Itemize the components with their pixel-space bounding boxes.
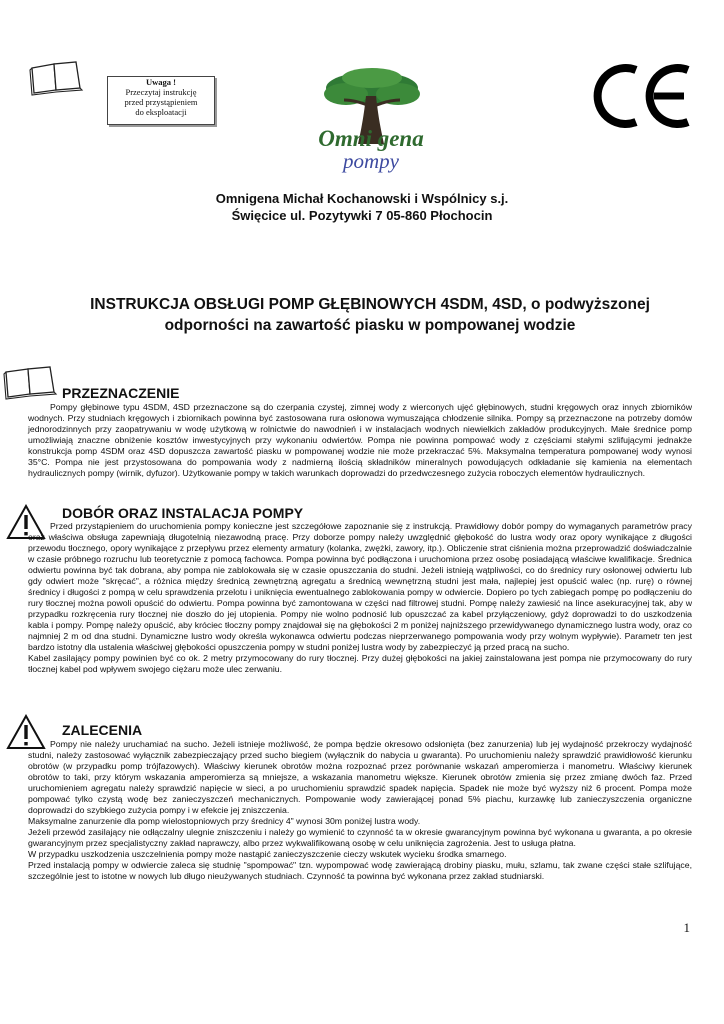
company-name: Omnigena Michał Kochanowski i Wspólnicy s.j. xyxy=(215,191,509,206)
notice-line: do eksploatacji xyxy=(135,107,187,117)
doc-title-line1: INSTRUKCJA OBSŁUGI POMP GŁĘBINOWYCH 4SDM, 4SD, o podwyższonej xyxy=(90,296,650,313)
logo-brand: Omni gena xyxy=(318,126,424,151)
section-heading-przeznaczenie: PRZEZNACZENIE xyxy=(62,385,180,401)
paragraph: Pompy nie należy uruchamiać na sucho. Jeżeli istnieje możliwość, że pompa będzie okresowo odsłonięta (bez zanurzenia) lub jej wydajność przekroczy wydajność studni, należy zastosować wyłącznik zabezpieczający przed sucho biegiem (wyłącznik do nabycia u gwaranta). Po uruchomieniu należy sprawdzić prawidłowość kierunku obrotów (w przypadku pomp trójfazowych). Właściwy kierunek obrotów można rozpoznać przez porównanie wskazań amperomierza i manometru. Właściwy kierunek obrotów to taki, przy którym wskazania amperomierza są mniejsze, a wskazania manometru większe. Kierunek obrotów zmienia się przez zmianę dwóch faz. Przed uruchomieniem agregatu należy sprawdzić napięcie w sieci, a po uruchomieniu sprawdzić spadek napięcia. Spadek nie może być wyższy niż 6 procent. Pompa może pompować tylko czystą wodę bez zanieczyszczeń mechanicznych. Pompowanie wody zawierającej ponad 5% piachu, kurzawkę lub zanieczyszczenia organiczne doprowadzi do szybkiego zużycia pompy i w efekcie jej zniszczenia. xyxy=(28,739,692,815)
paragraph: Pompy głębinowe typu 4SDM, 4SD przeznaczone są do czerpania czystej, zimnej wody z wierconych ujęć głębinowych, studni kręgowych oraz innych zbiorników wodnych. Przy studniach kręgowych i zbiornikach powinna być zastosowana rura osłonowa wymuszająca chłodzenie silnika. Pompy są przeznaczone na potrzeby domów jednorodzinnych przy zaopatrywaniu w wodę użytkową w rolnictwie do nawodnień i w instalacjach wodnych niewielkich zakładów produkcyjnych. Małe średnice pomp umożliwiają znaczne obniżenie kosztów inwestycyjnych przy wykonaniu odwiertów. Pompa nie powinna pompować wody z częściami stałymi szlifującymi jednakże konstrukcja pomp 4SDM oraz 4SD dopuszcza zawartość piasku w pompowanej wodzie nie może przekraczać 5%. Maksymalna temperatura pompowanej wody wynosi 35°C. Pompa nie jest przystosowana do pompowania wody z nadmierną ilością składników mineralnych powodujących odkładanie się kamienia na elementach hydraulicznych pompy (wirnik, dyfuzor). Użytkowanie pompy w takich warunkach doprowadzi do przedwczesnego zużycia roboczych elementów hydraulicznych. xyxy=(28,402,692,478)
paragraph: Maksymalne zanurzenie dla pomp wielostopniowych przy średnicy 4" wynosi 30m poniżej lustra wody. xyxy=(28,816,421,826)
paragraph: Kabel zasilający pompy powinien być co ok. 2 metry przymocowany do rury tłocznej. Przy dużej głębokości na jakiej zainstalowana jest pompa nie przymocowany do rury tłocznej kabel pod wpływem swojego ciężaru może ulec zerwaniu. xyxy=(28,653,692,674)
section-heading-zalecenia: ZALECENIA xyxy=(62,722,143,738)
notice-line: przed przystąpieniem xyxy=(124,97,198,107)
notice-title: Uwaga ! xyxy=(146,77,176,87)
read-manual-notice xyxy=(107,76,215,125)
paragraph: Przed instalacją pompy w odwiercie zaleca się studnię "spompować" tzn. wypompować wodę zawierającą drobiny piasku, mułu, szlamu, tak zwane części stałe szlifujące, szczególnie jest to istotne w nowych lub długo nieużywanych studniach. Czynność ta powinna być wykonana przez zakład studniarski. xyxy=(28,860,692,881)
open-book-icon xyxy=(28,60,84,96)
open-book-icon xyxy=(2,366,58,400)
section-body-przeznaczenie xyxy=(28,402,692,479)
page-number: 1 xyxy=(683,920,690,935)
notice-line: Przeczytaj instrukcję xyxy=(125,87,197,97)
paragraph: Jeżeli przewód zasilający nie odłączalny ulegnie zniszczeniu i należy go wymienić to czynność ta w okresie gwarancyjnym powinna być wykonana u gwaranta, a po okresie gwarancyjnym przez specjalistyczny zakład naprawczy, albo przez wykwalifikowaną osobę w celu uniknięcia zagrożenia. Jest to usługa płatna. xyxy=(28,827,692,848)
ce-mark-icon xyxy=(592,62,694,130)
company-address: Święcice ul. Pozytywki 7 05-860 Płochocin xyxy=(231,208,493,223)
logo-sub: pompy xyxy=(343,149,399,173)
section-body-dobor xyxy=(28,521,692,675)
section-heading-dobor: DOBÓR ORAZ INSTALACJA POMPY xyxy=(62,505,304,521)
doc-title-line2: odporności na zawartość piasku w pompowanej wodzie xyxy=(164,317,576,334)
section-body-zalecenia xyxy=(28,739,692,882)
paragraph: Przed przystąpieniem do uruchomienia pompy konieczne jest szczegółowe zapoznanie się z instrukcją. Prawidłowy dobór pompy do wymaganych parametrów pracy oraz właściwa obsługa zapewniają długotelnią niezawodną pracę. Przy doborze pompy należy uwzględnić głębokość do lustra wody oraz opory wynikające z długości przewodu tłocznego, opory wynikające z przepływu przez elementy armatury (kolanka, zwężki, zawory, itp.). Obliczenie strat ciśnienia można przeprowadzić doświadczalnie w czasie próbnego rozruchu lub teoretycznie z pomocą fachowca. Pompa powinna być podłączona i uruchomiona przez osobę posiadającą właściwe kwalifikacje. Średnica odwiertu powinna być tak dobrana, aby pompa nie zablokowała się w czasie opuszczania do studni. Jeżeli istnieją wątpliwości, co do średnicy rury osłonowej odwiertu lub gdy odwiert może "skręcać", a różnica między średnicą zewnętrzną agregatu a średnicą wewnętrzną studni jest mała, najlepiej jest opuścić walec (np. rurę) o równej średnicy i długości z pompą w celu sprawdzenia przelotu i uniknięcia ewentualnego zablokowania pompy w odwiercie. Dopiero po tych zabiegach pompę po podłączeniu do rury tłocznej można powoli opuścić do odwiertu. Pompa powinna być zamontowana w części nad filtrowej studni. Pompę należy zawiesić na lince asekuracyjnej tak, aby w przypadku rozkręcenia rury tłocznej nie doszło do jej utopienia. Pompy nie wolno podnosić lub opuszczać za kabel przyłączeniowy, gdyż doprowadzi to do uszkodzenia kabla i pompy. Pompę należy opuścić, aby króciec tłoczny pompy znajdował się na głębokości 2 m poniżej najniższego przewidywanego dynamicznego lustra wody, oraz co najmniej 2 m od dna studni. Dynamiczne lustro wody określa wykonawca odwiertu podczas nieprzerwanego pompowania wody przy wolnym wypływie). Parametr ten jest bardzo istotny dla ustalenia właściwej głębokości opuszczenia pompy w studni poniżej lustra wody by zabezpieczyć ją przed pracą na sucho. xyxy=(28,521,692,652)
paragraph: W przypadku uszkodzenia uszczelnienia pompy może nastąpić zanieczyszczenie cieczy wskutek wycieku środka smarnego. xyxy=(28,849,507,859)
